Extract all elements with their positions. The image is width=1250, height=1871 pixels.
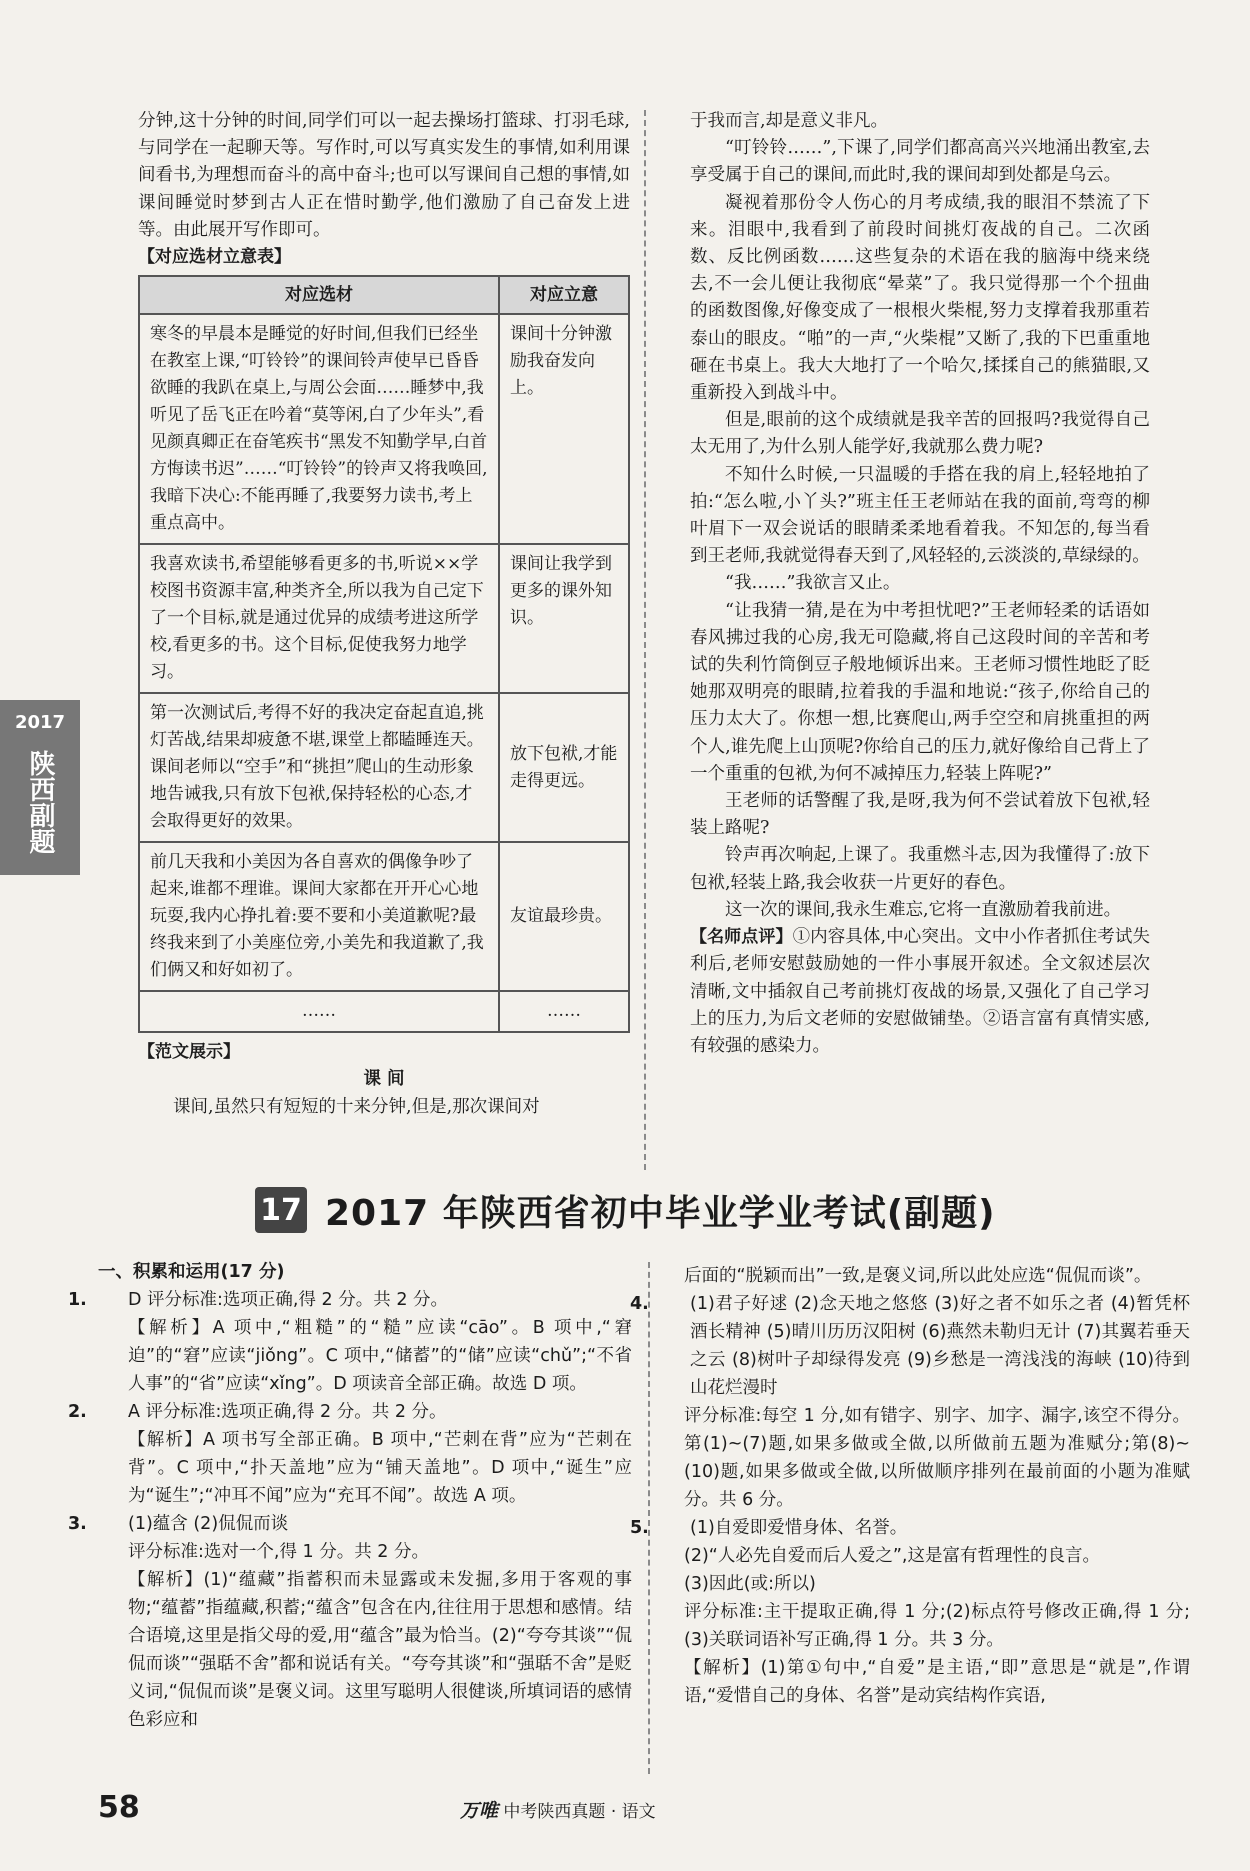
answer-item-4 [630, 1290, 1190, 1402]
essay-paragraph: 但是,眼前的这个成绩就是我辛苦的回报吗?我觉得自己太无用了,为什么别人能学好,我就那么费力呢? [690, 410, 1150, 458]
answer-text: (2)“人必先自爱而后人爱之”,这是富有哲理性的良言。 [684, 1546, 1100, 1566]
question-number: 3. [68, 1514, 87, 1534]
answer-text: (1)自爱即爱惜身体、名誉。 [690, 1518, 908, 1538]
side-tab [0, 700, 80, 875]
essay-paragraph: “我……”我欲言又止。 [725, 573, 901, 594]
selection-table [138, 275, 630, 1033]
table-row [139, 314, 629, 544]
question-number: 5. [630, 1518, 649, 1538]
answers-left-column [68, 1258, 632, 1734]
section-banner [255, 1182, 1035, 1238]
sample-first-line: 课间,虽然只有短短的十来分钟,但是,那次课间对 [173, 1096, 540, 1117]
essay-paragraph: 铃声再次响起,上课了。我重燃斗志,因为我懂得了:放下包袱,轻装上路,我会收获一片更好的春色。 [690, 845, 1150, 893]
answer-text: D 评分标准:选项正确,得 2 分。共 2 分。 [128, 1290, 449, 1310]
sample-heading: 【范文展示】 [138, 1042, 240, 1063]
footer-title [460, 1796, 656, 1823]
table-cell-idea: 友谊最珍贵。 [499, 842, 629, 991]
essay-paragraph: 这一次的课间,我永生难忘,它将一直激励着我前进。 [725, 899, 1122, 920]
answer-score: 评分标准:选对一个,得 1 分。共 2 分。 [128, 1542, 429, 1562]
sample-title: 课 间 [363, 1069, 405, 1090]
answer-text: (3)因此(或:所以) [684, 1574, 816, 1594]
question-number: 4. [630, 1294, 649, 1314]
answer-detail: 【解析】(1)“蕴藏”指蓄积而未显露或未发掘,多用于客观的事物;“蕴蓄”指蕴藏,积蓄;“蕴含”包含在内,往往用于思想和感情。结合语境,这里是指父母的爱,用“蕴含”最为恰当。(2)“夸夸其谈”“侃侃而谈”“强聒不舍”都和说话有关。“夸夸其谈”和“强聒不舍”是贬义词,“侃侃而谈”是褒义词。这里写聪明人很健谈,所填词语的感情色彩应和 [128, 1570, 632, 1730]
table-heading: 【对应选材立意表】 [138, 247, 291, 268]
comment-label: 【名师点评】 [690, 927, 793, 948]
side-tab-year: 2017 [14, 712, 66, 733]
essay-paragraph: 凝视着那份令人伤心的月考成绩,我的眼泪不禁流了下来。泪眼中,我看到了前段时间挑灯夜战的自己。二次函数、反比例函数……这些复杂的术语在我的脑海中绕来绕去,不一会儿便让我彻底“晕菜”了。我只觉得那一个个扭曲的函数图像,好像变成了一根根火柴棍,努力支撑着我那重若泰山的眼皮。“啪”的一声,“火柴棍”又断了,我的下巴重重地砸在书桌上。我大大地打了一个哈欠,揉揉自己的熊猫眼,又重新投入到战斗中。 [690, 192, 1150, 404]
answer-text: A 评分标准:选项正确,得 2 分。共 2 分。 [128, 1402, 447, 1422]
table-cell-idea: 课间十分钟激励我奋发向上。 [499, 314, 629, 544]
teacher-comment [690, 924, 1150, 1060]
essay-paragraph: “叮铃铃……”,下课了,同学们都高高兴兴地涌出教室,去享受属于自己的课间,而此时,我的课间却到处都是乌云。 [690, 138, 1150, 186]
table-cell-material: 我喜欢读书,希望能够看更多的书,听说××学校图书资源丰富,种类齐全,所以我为自己定下了一个目标,就是通过优异的成绩考进这所学校,看更多的书。这个目标,促使我努力地学习。 [139, 544, 499, 693]
answers-right-column [630, 1262, 1190, 1710]
section-heading: 一、积累和运用(17 分) [98, 1262, 285, 1282]
table-cell-idea: 放下包袱,才能走得更远。 [499, 693, 629, 842]
answer-continuation: 后面的“脱颖而出”一致,是褒义词,所以此处应选“侃侃而谈”。 [684, 1266, 1152, 1286]
answer-score: 评分标准:每空 1 分,如有错字、别字、加字、漏字,该空不得分。第(1)~(7)题,如果多做或全做,以所做前五题为准赋分;第(8)~(10)题,如果多做或全做,以所做顺序排列在最前面的小题为准赋分。共 6 分。 [684, 1406, 1190, 1510]
essay-paragraph: 王老师的话警醒了我,是呀,我为何不尝试着放下包袱,轻装上路呢? [690, 791, 1150, 839]
table-row [139, 842, 629, 991]
essay-paragraph: “让我猜一猜,是在为中考担忧吧?”王老师轻柔的话语如春风拂过我的心房,我无可隐藏,将自己这段时间的辛苦和考试的失利竹筒倒豆子般地倾诉出来。王老师习惯性地眨了眨她那双明亮的眼睛,拉着我的手温和地说:“孩子,你给自己的压力太大了。你想一想,比赛爬山,两手空空和肩挑重担的两个人,谁先爬上山顶呢?你给自己的压力,就好像给自己背上了一个重重的包袱,为何不减掉压力,轻装上阵呢?” [690, 600, 1150, 784]
comment-text: ①内容具体,中心突出。文中小作者抓住考试失利后,老师安慰鼓励她的一件小事展开叙述。全文叙述层次清晰,文中插叙自己考前挑灯夜战的场景,又强化了自己学习上的压力,为后文老师的安慰做铺垫。②语言富有真情实感,有较强的感染力。 [690, 927, 1150, 1056]
table-header-idea: 对应立意 [499, 276, 629, 314]
table-header-material: 对应选材 [139, 276, 499, 314]
footer-book-title: 中考陕西真题 · 语文 [503, 1802, 656, 1822]
answer-detail: 【解析】(1)第①句中,“自爱”是主语,“即”意思是“就是”,作谓语,“爱惜自己的身体、名誉”是动宾结构作宾语, [684, 1658, 1190, 1706]
banner-number: 17 [255, 1187, 307, 1233]
left-top-column [138, 108, 630, 1121]
table-row [139, 991, 629, 1032]
question-number: 1. [68, 1290, 87, 1310]
table-cell-material: …… [139, 991, 499, 1032]
table-row [139, 693, 629, 842]
answer-item-3 [68, 1510, 632, 1538]
table-cell-material: 第一次测试后,考得不好的我决定奋起直追,挑灯苦战,结果却疲惫不堪,课堂上都瞌睡连天。课间老师以“空手”和“挑担”爬山的生动形象地告诫我,只有放下包袱,保持轻松的心态,才会取得更好的效果。 [139, 693, 499, 842]
answer-item-2 [68, 1398, 632, 1426]
table-cell-idea: …… [499, 991, 629, 1032]
brand-logo: 万唯 [460, 1800, 499, 1822]
table-cell-material: 寒冬的早晨本是睡觉的好时间,但我们已经坐在教室上课,“叮铃铃”的课间铃声使早已昏昏欲睡的我趴在桌上,与周公会面……睡梦中,我听见了岳飞正在吟着“莫等闲,白了少年头”,看见颜真卿正在奋笔疾书“黑发不知勤学早,白首方悔读书迟”……“叮铃铃”的铃声又将我唤回,我暗下决心:不能再睡了,我要努力读书,考上重点高中。 [139, 314, 499, 544]
essay-paragraph: 不知什么时候,一只温暖的手搭在我的肩上,轻轻地拍了拍:“怎么啦,小丫头?”班主任王老师站在我的面前,弯弯的柳叶眉下一双会说话的眼睛柔柔地看着我。不知怎的,每当看到王老师,我就觉得春天到了,风轻轻的,云淡淡的,草绿绿的。 [690, 464, 1150, 567]
column-divider-top [644, 110, 646, 1170]
essay-paragraph: 于我而言,却是意义非凡。 [690, 111, 889, 131]
table-cell-material: 前几天我和小美因为各自喜欢的偶像争吵了起来,谁都不理谁。课间大家都在开开心心地玩耍,我内心挣扎着:要不要和小美道歉呢?最终我来到了小美座位旁,小美先和我道歉了,我们俩又和好如初了。 [139, 842, 499, 991]
answer-item-1 [68, 1286, 632, 1314]
question-number: 2. [68, 1402, 87, 1422]
answer-score: 评分标准:主干提取正确,得 1 分;(2)标点符号修改正确,得 1 分;(3)关联词语补写正确,得 1 分。共 3 分。 [684, 1602, 1190, 1650]
answer-item-5 [630, 1514, 1190, 1542]
answer-text: (1)蕴含 (2)侃侃而谈 [128, 1514, 289, 1534]
answer-detail: 【解析】A 项书写全部正确。B 项中,“芒刺在背”应为“芒刺在背”。C 项中,“扑天盖地”应为“铺天盖地”。D 项中,“诞生”应为“诞生”;“冲耳不闻”应为“充耳不闻”。故选 A 项。 [128, 1430, 632, 1506]
page-number: 58 [98, 1790, 140, 1825]
table-header-row [139, 276, 629, 314]
table-cell-idea: 课间让我学到更多的课外知识。 [499, 544, 629, 693]
answer-detail: 【解析】A 项中,“粗糙”的“糙”应读“cāo”。B 项中,“窘迫”的“窘”应读“jiǒng”。C 项中,“储蓄”的“储”应读“chǔ”;“不省人事”的“省”应读“xǐng”。D 项读音全部正确。故选 D 项。 [128, 1318, 632, 1394]
table-row [139, 544, 629, 693]
banner-title: 2017 年陕西省初中毕业学业考试(副题) [325, 1192, 996, 1234]
intro-paragraph: 分钟,这十分钟的时间,同学们可以一起去操场打篮球、打羽毛球,与同学在一起聊天等。写作时,可以写真实发生的事情,如利用课间看书,为理想而奋斗的高中奋斗;也可以写课间自己想的事情,如课间睡觉时梦到古人正在惜时勤学,他们激励了自己奋发上进等。由此展开写作即可。 [138, 111, 630, 240]
side-tab-label: 陕西副题 [25, 750, 55, 854]
right-top-column [690, 108, 1150, 1060]
answer-text: (1)君子好逑 (2)念天地之悠悠 (3)好之者不如乐之者 (4)暂凭杯酒长精神 (5)晴川历历汉阳树 (6)燕然未勒归无计 (7)其翼若垂天之云 (8)树叶子却绿得发亮 (9)乡愁是一湾浅浅的海峡 (10)待到山花烂漫时 [690, 1294, 1190, 1398]
